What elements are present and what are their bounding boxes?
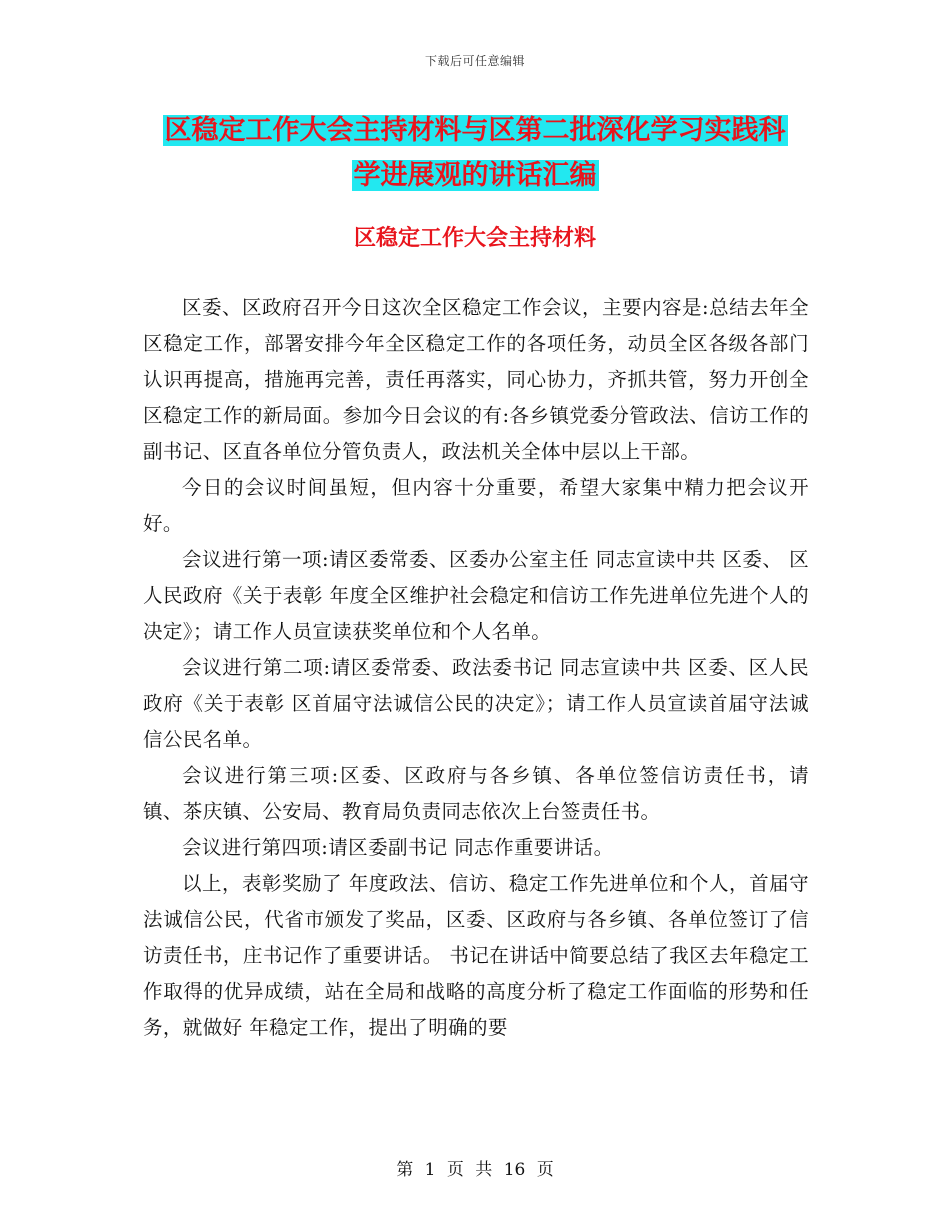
document-title [0,108,950,198]
title-highlight-2: 学进展观的讲话汇编 [353,160,597,191]
paragraph: 会议进行第二项:请区委常委、政法委书记 同志宣读中共 区委、区人民政府《关于表彰 区首届守法诚信公民的决定》；请工作人员宣读首届守法诚信公民名单。 [143,656,809,751]
document-title-line-2 [0,153,950,198]
document-title-line-1 [0,108,950,153]
paragraph: 会议进行第一项:请区委常委、区委办公室主任 同志宣读中共 区委、 区人民政府《关于表彰 年度全区维护社会稳定和信访工作先进单位先进个人的决定》；请工作人员宣读获奖单位和个人名单。 [143,548,809,643]
paragraph: 会议进行第四项:请区委副书记 同志作重要讲话。 [182,836,614,859]
body-text [143,290,809,1046]
paragraph: 今日的会议时间虽短，但内容十分重要，希望大家集中精力把会议开好。 [143,476,809,535]
paragraph: 以上，表彰奖励了 年度政法、信访、稳定工作先进单位和个人，首届守法诚信公民，代省市颁发了奖品，区委、区政府与各乡镇、各单位签订了信访责任书，庄书记作了重要讲话。 书记在讲话中简要总结了我区去年稳定工作取得的优异成绩，站在全局和战略的高度分析了稳定工作面临的形势和任务，就做好 年稳定工作，提出了明确的要 [143,872,809,1039]
title-highlight-1: 区稳定工作大会主持材料与区第二批深化学习实践科 [164,115,786,146]
paragraph: 区委、区政府召开今日这次全区稳定工作会议，主要内容是:总结去年全区稳定工作，部署安排今年全区稳定工作的各项任务，动员全区各级各部门认识再提高，措施再完善，责任再落实，同心协力，齐抓共管，努力开创全区稳定工作的新局面。参加今日会议的有:各乡镇党委分管政法、信访工作的副书记、区直各单位分管负责人，政法机关全体中层以上干部。 [143,296,809,463]
header-note: 下载后可任意编辑 [424,54,525,68]
paragraph: 会议进行第三项:区委、区政府与各乡镇、各单位签信访责任书，请 镇、茶庆镇、公安局、教育局负责同志依次上台签责任书。 [143,764,809,823]
page-number: 第 1 页 共 16 页 [396,1160,554,1180]
section-title: 区稳定工作大会主持材料 [353,226,596,251]
